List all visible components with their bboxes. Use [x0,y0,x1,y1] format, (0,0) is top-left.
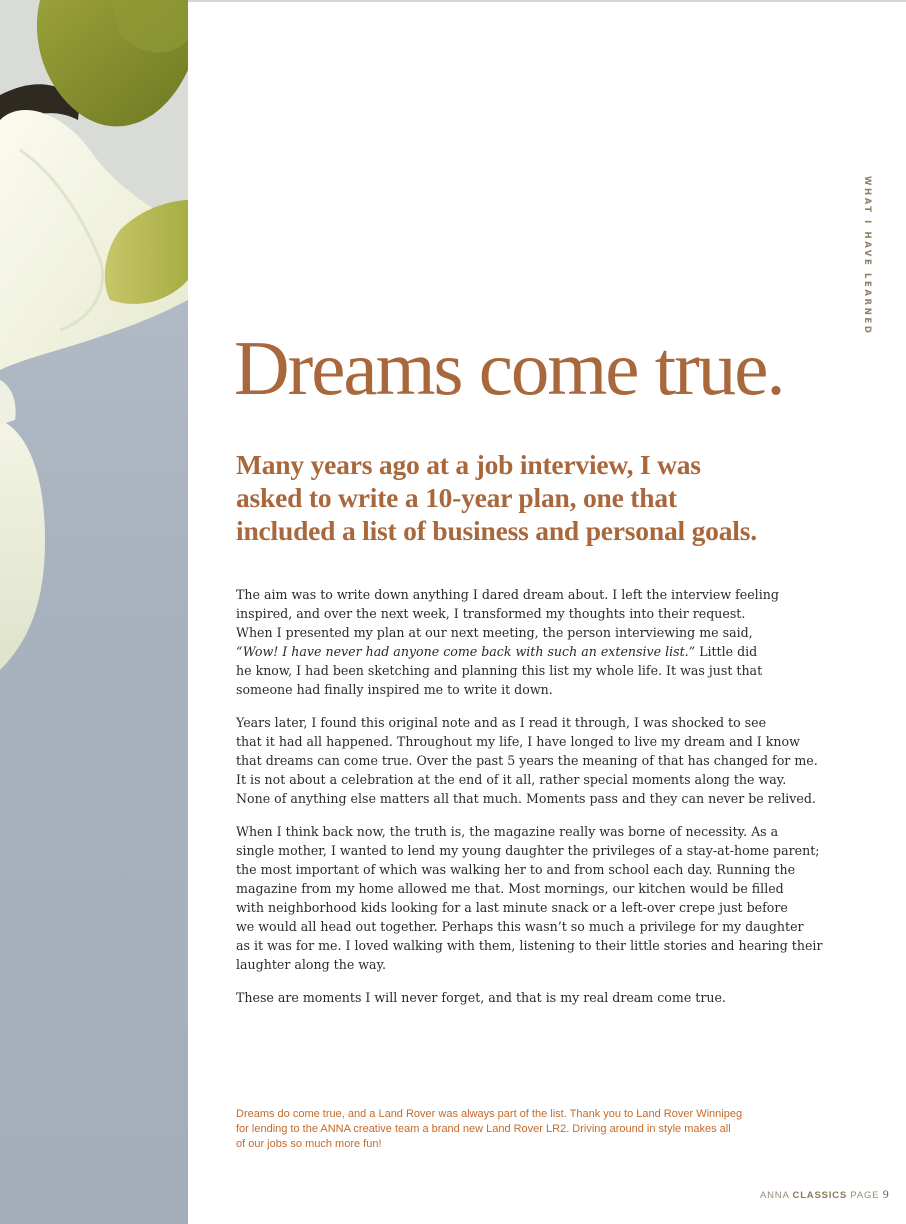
subheading-line: Many years ago at a job interview, I was [236,449,701,480]
body-line: The aim was to write down anything I dared dream about. I left the interview feeling [236,587,779,602]
subheading [236,448,836,547]
body-line: Years later, I found this original note and as I read it through, I was shocked to see [236,715,767,730]
caption-line: Dreams do come true, and a Land Rover was always part of the list. Thank you to Land Rover Winnipeg [236,1108,743,1120]
article-body [236,585,836,1021]
subheading-line: included a list of business and personal goals. [236,515,757,546]
headline: Dreams come true. [234,325,784,411]
body-line: magazine from my home allowed me that. Most mornings, our kitchen would be filled [236,881,784,896]
body-line: we would all head out together. Perhaps this wasn’t so much a privilege for my daughter [236,919,804,934]
caption-line: for lending to the ANNA creative team a brand new Land Rover LR2. Driving around in style makes all [236,1123,731,1135]
page-word: PAGE [850,1190,880,1201]
magazine-name: ANNA [760,1190,790,1201]
section-label: WHAT I HAVE LEARNED [862,176,872,336]
caption-line: of our jobs so much more fun! [236,1138,382,1150]
body-line: someone had finally inspired me to write it down. [236,682,553,697]
body-line: It is not about a celebration at the end of it all, rather special moments along the way. [236,772,787,787]
body-line: with neighborhood kids looking for a last minute snack or a left-over crepe just before [236,900,788,915]
body-line: as it was for me. I loved walking with them, listening to their little stories and hearing their [236,938,823,953]
body-line: that it had all happened. Throughout my life, I have longed to live my dream and I know [236,734,800,749]
body-line: inspired, and over the next week, I transformed my thoughts into their request. [236,606,746,621]
paragraph-years-later [236,713,836,808]
body-line: he know, I had been sketching and planning this list my whole life. It was just that [236,663,763,678]
body-line: single mother, I wanted to lend my young daughter the privileges of a stay-at-home parent; [236,843,820,858]
subheading-line: asked to write a 10-year plan, one that [236,482,677,513]
top-divider [188,0,906,2]
interviewer-quote: “Wow! I have never had anyone come back with such an extensive list.” [236,644,696,659]
body-line: When I think back now, the truth is, the magazine really was borne of necessity. As a [236,824,779,839]
body-line-quote [236,642,836,661]
sponsor-caption [236,1107,796,1152]
body-line: that dreams can come true. Over the past 5 years the meaning of that has changed for me. [236,753,818,768]
series-name: CLASSICS [792,1190,847,1201]
body-line: the most important of which was walking her to and from school each day. Running the [236,862,796,877]
body-line: None of anything else matters all that much. Moments pass and they can never be relived. [236,791,816,806]
body-line: These are moments I will never forget, and that is my real dream come true. [236,990,726,1005]
paragraph-closing [236,988,836,1007]
body-line: When I presented my plan at our next meeting, the person interviewing me said, [236,625,753,640]
body-text-fragment: Little did [695,644,758,659]
flower-photo [0,0,188,1224]
page-number: 9 [882,1187,889,1201]
paragraph-magazine [236,822,836,974]
body-line: laughter along the way. [236,957,387,972]
white-flower-image [0,0,188,1224]
page-folio [760,1187,889,1202]
paragraph-interview [236,585,836,699]
